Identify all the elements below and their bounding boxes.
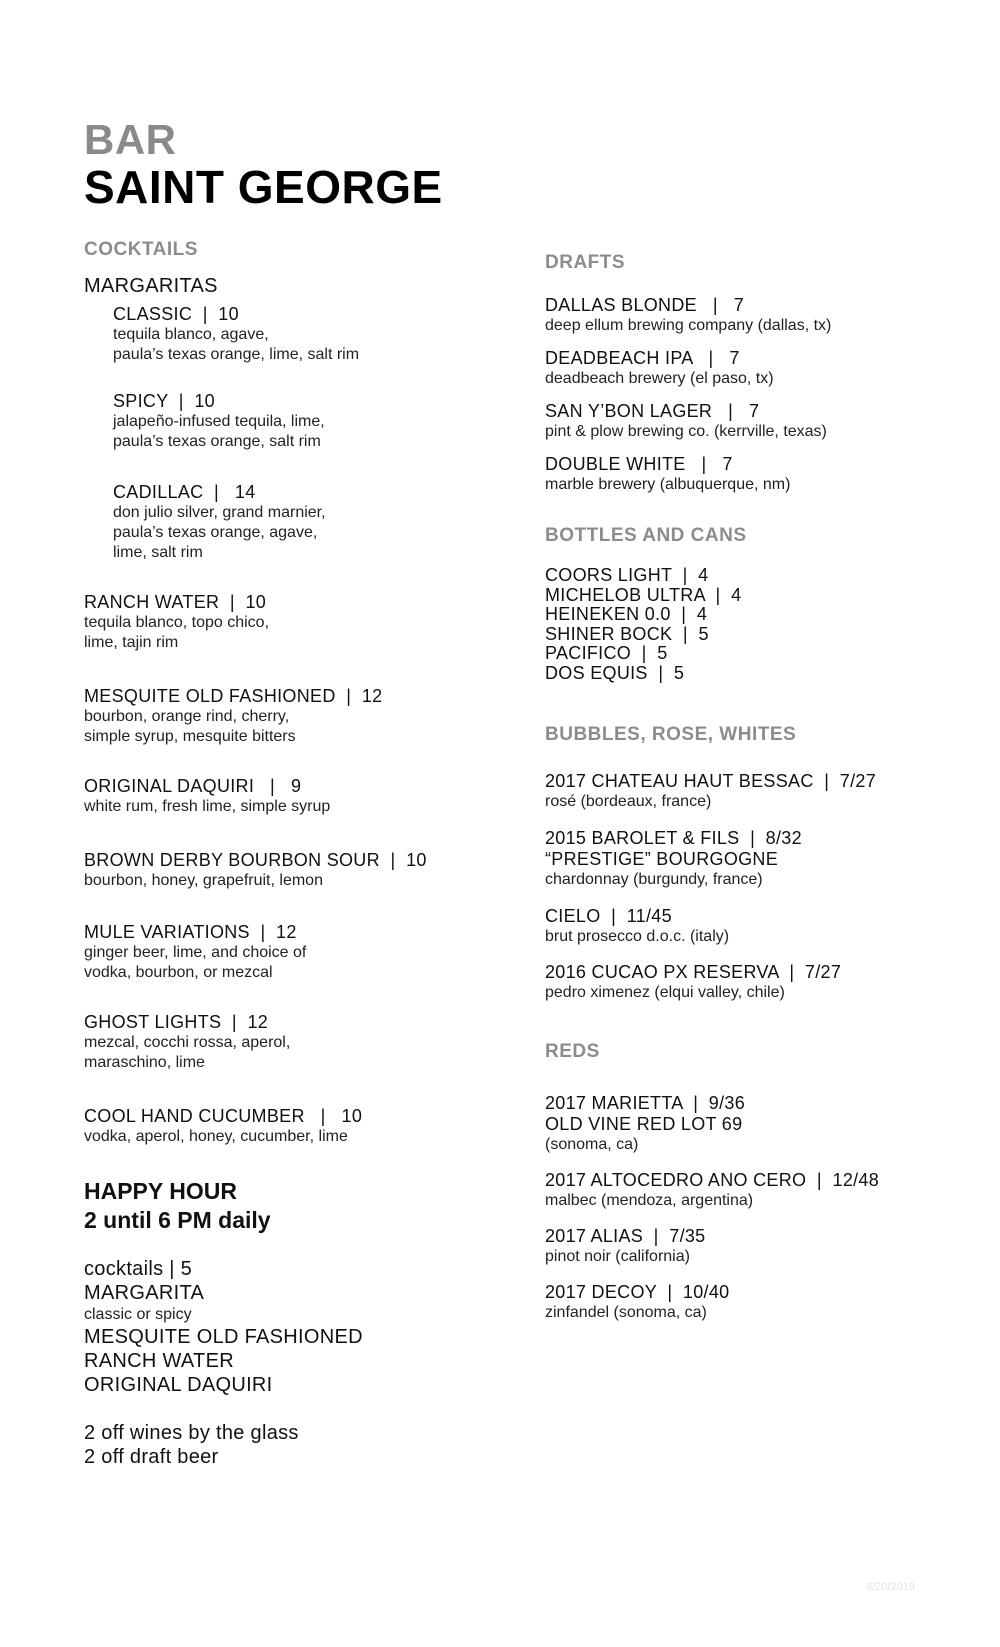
right-column <box>545 251 965 1323</box>
item-desc: bourbon, honey, grapefruit, lemon <box>84 872 323 889</box>
wine-cucao-px-reserva <box>545 962 965 1003</box>
menu-item-classic <box>84 304 504 365</box>
item-name: SAN Y’BON LAGER | 7 <box>545 401 760 421</box>
wine-chateau-haut-bessac <box>545 771 965 812</box>
item-name: COOL HAND CUCUMBER | 10 <box>84 1106 363 1126</box>
item-name: 2017 ALIAS | 7/35 <box>545 1226 706 1246</box>
cocktails-heading: COCKTAILS <box>84 239 198 260</box>
bottle-item: DOS EQUIS | 5 <box>545 662 685 683</box>
item-desc: jalapeño-infused tequila, lime, paula’s texas orange, salt rim <box>113 413 325 450</box>
whites-heading: BUBBLES, ROSE, WHITES <box>545 724 797 745</box>
wine-decoy <box>545 1282 965 1323</box>
menu-item-brown-derby <box>84 850 504 891</box>
happy-hour-draft: 2 off draft beer <box>84 1446 219 1468</box>
item-desc: white rum, fresh lime, simple syrup <box>84 798 331 815</box>
item-name: MESQUITE OLD FASHIONED | 12 <box>84 686 383 706</box>
menu-item-mule-variations <box>84 922 504 983</box>
item-name: CADILLAC | 14 <box>113 482 256 502</box>
wine-barolet-fils <box>545 828 965 890</box>
draft-san-ybon-lager <box>545 401 965 442</box>
item-desc: pinot noir (california) <box>545 1248 690 1265</box>
item-name: GHOST LIGHTS | 12 <box>84 1012 269 1032</box>
item-desc: tequila blanco, topo chico, lime, tajin rim <box>84 614 270 651</box>
bottles-heading: BOTTLES AND CANS <box>545 525 747 546</box>
happy-hour-mesquite: MESQUITE OLD FASHIONED <box>84 1326 363 1348</box>
item-name: DALLAS BLONDE | 7 <box>545 295 745 315</box>
print-date: 8/20/2019 <box>866 1581 915 1593</box>
item-desc: vodka, aperol, honey, cucumber, lime <box>84 1128 348 1145</box>
item-desc: rosé (bordeaux, france) <box>545 793 712 810</box>
menu-item-original-daquiri <box>84 776 504 817</box>
item-name: 2017 CHATEAU HAUT BESSAC | 7/27 <box>545 771 877 791</box>
left-column <box>84 238 504 1469</box>
item-desc: don julio silver, grand marnier, paula’s texas orange, agave, lime, salt rim <box>113 504 326 561</box>
item-desc: deadbeach brewery (el paso, tx) <box>545 370 774 387</box>
menu-item-mesquite-old-fashioned <box>84 686 504 747</box>
item-desc: tequila blanco, agave, paula’s texas orange, lime, salt rim <box>113 326 360 363</box>
menu-item-ghost-lights <box>84 1012 504 1073</box>
item-name: ORIGINAL DAQUIRI | 9 <box>84 776 302 796</box>
wine-cielo <box>545 906 965 947</box>
menu-item-ranch-water <box>84 592 504 653</box>
bottle-item: SHINER BOCK | 5 <box>545 623 709 644</box>
margaritas-heading: MARGARITAS <box>84 275 218 297</box>
reds-heading: REDS <box>545 1041 600 1062</box>
happy-hour-wines: 2 off wines by the glass <box>84 1422 299 1444</box>
happy-hour-cocktails-price: cocktails | 5 <box>84 1258 193 1280</box>
menu-item-cool-hand-cucumber <box>84 1106 504 1147</box>
item-name: MULE VARIATIONS | 12 <box>84 922 297 942</box>
happy-hour-margarita: MARGARITA <box>84 1282 205 1304</box>
item-name: DOUBLE WHITE | 7 <box>545 454 733 474</box>
item-name: 2016 CUCAO PX RESERVA | 7/27 <box>545 962 842 982</box>
item-name: CLASSIC | 10 <box>113 304 239 324</box>
item-desc: marble brewery (albuquerque, nm) <box>545 476 791 493</box>
wine-alias <box>545 1226 965 1267</box>
menu-title <box>84 118 443 212</box>
bottles-list <box>545 566 965 683</box>
item-name: 2017 DECOY | 10/40 <box>545 1282 730 1302</box>
item-name: 2015 BAROLET & FILS | 8/32 “PRESTIGE” BOURGOGNE <box>545 828 802 869</box>
menu-item-spicy <box>84 391 504 452</box>
bottle-item: PACIFICO | 5 <box>545 643 668 663</box>
happy-hour-section <box>84 1177 504 1469</box>
item-desc: bourbon, orange rind, cherry, simple syrup, mesquite bitters <box>84 708 296 745</box>
wine-marietta <box>545 1093 965 1155</box>
title-bar: BAR <box>84 116 177 163</box>
item-desc: mezcal, cocchi rossa, aperol, maraschino, lime <box>84 1034 291 1071</box>
item-name: CIELO | 11/45 <box>545 906 672 926</box>
item-desc: zinfandel (sonoma, ca) <box>545 1304 707 1321</box>
item-name: RANCH WATER | 10 <box>84 592 267 612</box>
happy-hour-times: 2 until 6 PM daily <box>84 1207 271 1233</box>
wine-altocedro <box>545 1170 965 1211</box>
drafts-heading: DRAFTS <box>545 252 626 273</box>
happy-hour-title: HAPPY HOUR <box>84 1178 237 1204</box>
item-name: 2017 ALTOCEDRO ANO CERO | 12/48 <box>545 1170 880 1190</box>
happy-hour-daquiri: ORIGINAL DAQUIRI <box>84 1374 273 1396</box>
item-desc: (sonoma, ca) <box>545 1136 639 1153</box>
menu-item-cadillac <box>84 482 504 563</box>
draft-dallas-blonde <box>545 295 965 336</box>
title-saint-george: SAINT GEORGE <box>84 161 443 213</box>
item-name: 2017 MARIETTA | 9/36 OLD VINE RED LOT 69 <box>545 1093 746 1134</box>
item-desc: brut prosecco d.o.c. (italy) <box>545 928 730 945</box>
bottle-item: HEINEKEN 0.0 | 4 <box>545 604 708 624</box>
item-name: SPICY | 10 <box>113 391 215 411</box>
bottle-item: COORS LIGHT | 4 <box>545 565 709 585</box>
item-desc: deep ellum brewing company (dallas, tx) <box>545 317 832 334</box>
item-name: BROWN DERBY BOURBON SOUR | 10 <box>84 850 427 870</box>
happy-hour-margarita-note: classic or spicy <box>84 1306 192 1323</box>
item-desc: chardonnay (burgundy, france) <box>545 871 763 888</box>
draft-double-white <box>545 454 965 495</box>
item-desc: malbec (mendoza, argentina) <box>545 1192 754 1209</box>
draft-deadbeach-ipa <box>545 348 965 389</box>
bottle-item: MICHELOB ULTRA | 4 <box>545 584 742 605</box>
happy-hour-ranch: RANCH WATER <box>84 1350 234 1372</box>
item-desc: pint & plow brewing co. (kerrville, texas) <box>545 423 827 440</box>
item-name: DEADBEACH IPA | 7 <box>545 348 740 368</box>
item-desc: ginger beer, lime, and choice of vodka, bourbon, or mezcal <box>84 944 307 981</box>
item-desc: pedro ximenez (elqui valley, chile) <box>545 984 785 1001</box>
